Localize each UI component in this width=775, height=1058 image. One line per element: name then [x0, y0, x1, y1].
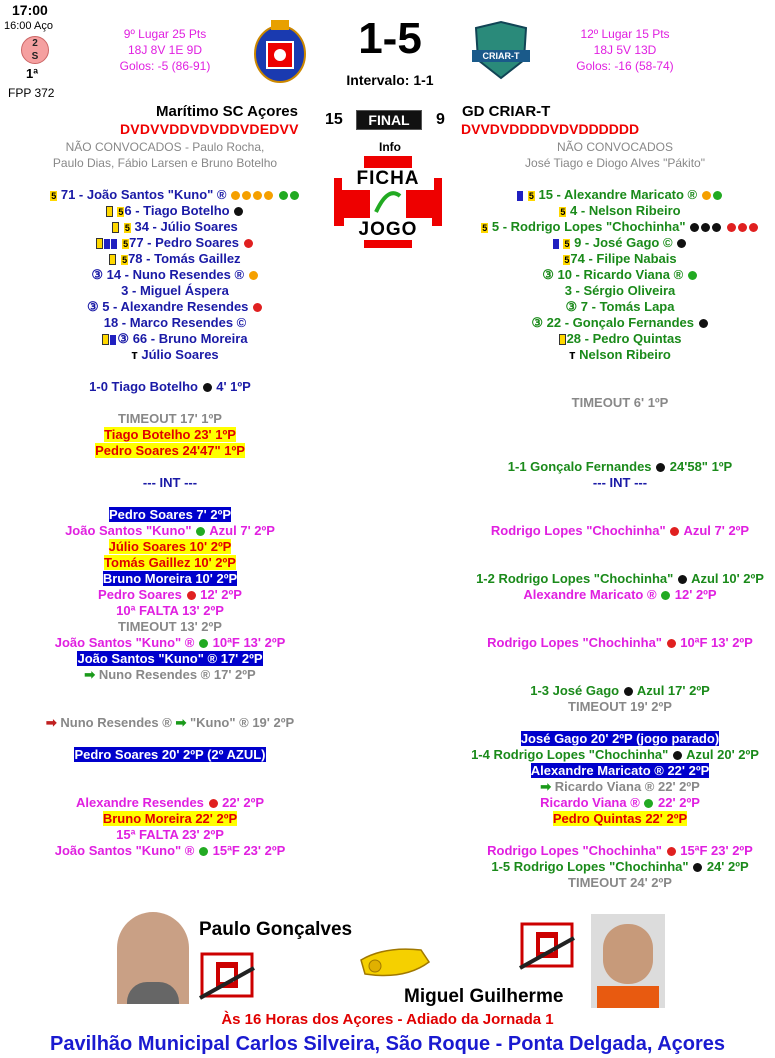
event-foul: Bruno Moreira 22' 2ºP [102, 811, 238, 826]
home-form: DVDVVDDVDVDDVDEDVV [120, 121, 299, 137]
home-crest-icon [253, 18, 307, 84]
lineup-item: 574 - Filipe Nabais [564, 251, 677, 266]
referee2-photo [591, 914, 665, 1008]
lineup-item: 5 4 - Nelson Ribeiro [560, 203, 681, 218]
lineup-item: ③ 5 - Alexandre Resendes [20, 299, 330, 315]
event-foul-count: 10ª FALTA 13' 2ºP [116, 603, 224, 618]
away-crest-icon [468, 20, 534, 82]
sub-in-icon: ➡ [175, 715, 187, 730]
event-blue-card: José Gago 20' 2ºP (jogo parado) [520, 731, 720, 746]
home-record: 18J 8V 1E 9D [127, 43, 203, 57]
event-substitution: ➡ Ricardo Viana ® 22' 2ºP [540, 779, 700, 794]
event-free-kick: João Santos "Kuno" ® 10ªF 13' 2ºP [54, 635, 286, 650]
lineup-item: 3 - Miguel Áspera [121, 283, 229, 298]
venue-name: Pavilhão Municipal Carlos Silveira, São Roque - Ponta Delgada, Açores [50, 1033, 725, 1055]
sub-in-icon: ➡ [84, 667, 96, 682]
event-blue-card: Pedro Soares 7' 2ºP [108, 507, 231, 522]
home-team-name: Marítimo SC Açores [156, 103, 298, 120]
event-free-kick: João Santos "Kuno" ® 15ªF 23' 2ºP [54, 843, 286, 858]
home-fouls: 15 [325, 111, 343, 128]
sub-in-icon: ➡ [540, 779, 552, 794]
whistle-icon [355, 942, 435, 982]
referee2-name: Miguel Guilherme [404, 986, 564, 1007]
info-link[interactable]: Info [379, 140, 401, 154]
lineup-item: 5 71 - João Santos "Kuno" ® [20, 187, 330, 203]
event-free-kick: Rodrigo Lopes "Chochinha" 15ªF 23' 2ºP [487, 843, 753, 858]
event-penalty: Alexandre Resendes 22' 2ºP [76, 795, 264, 810]
away-team-name: GD CRIAR-T [462, 103, 551, 120]
interval-marker: --- INT --- [592, 475, 648, 490]
lineup-item: ③ 14 - Nuno Resendes ® [20, 267, 330, 283]
lineup-item: 18 - Marco Resendes © [103, 315, 247, 330]
event-goal: 1-5 Rodrigo Lopes "Chochinha" 24' 2ºP [491, 859, 749, 874]
home-position: 9º Lugar 25 Pts [123, 27, 207, 41]
referee1-association-crest-icon [196, 948, 258, 1004]
match-time: 17:00 [12, 2, 48, 18]
lineup-item: 28 - Pedro Quintas [455, 331, 775, 347]
event-timeout: TIMEOUT 6' 1ºP [571, 395, 669, 410]
event-foul: Tiago Botelho 23' 1ºP [104, 427, 236, 442]
event-timeout: TIMEOUT 19' 2ºP [568, 699, 672, 714]
event-goal: 1-1 Gonçalo Fernandes 24'58" 1ºP [507, 459, 733, 474]
away-fouls: 9 [436, 111, 445, 128]
away-not-called-title: NÃO CONVOCADOS [556, 140, 673, 154]
away-position: 12º Lugar 15 Pts [580, 27, 670, 41]
event-timeout: TIMEOUT 13' 2ºP [118, 619, 222, 634]
event-goal: 1-0 Tiago Botelho 4' 1ºP [89, 379, 251, 394]
interval-marker: --- INT --- [142, 475, 198, 490]
lineup-item: 5 9 - José Gago © [455, 235, 775, 251]
lineup-item: ③ 10 - Ricardo Viana ® [455, 267, 775, 283]
referee2-association-crest-icon [516, 918, 578, 974]
event-goal: 1-3 José Gago Azul 17' 2ºP [530, 683, 710, 698]
event-foul: Tomás Gaillez 10' 2ºP [104, 555, 236, 570]
lineup-item: 56 - Tiago Botelho [20, 203, 330, 219]
sub-out-icon: ➡ [45, 715, 57, 730]
event-foul: Pedro Soares 24'47" 1ºP [95, 443, 245, 458]
lineup-item: ③ 22 - Gonçalo Fernandes [455, 315, 775, 331]
event-blue-card: João Santos "Kuno" ® 17' 2ºP [77, 651, 263, 666]
home-not-called-names: Paulo Dias, Fábio Larsen e Bruno Botelho [52, 156, 278, 170]
event-foul: Pedro Quintas 22' 2ºP [552, 811, 688, 826]
ficha-label: FICHA [356, 168, 420, 189]
event-penalty: Rodrigo Lopes "Chochinha" Azul 7' 2ºP [490, 523, 750, 538]
lineup-item: ③ 7 - Tomás Lapa [565, 299, 675, 314]
event-blue-card: Bruno Moreira 10' 2ºP [102, 571, 238, 586]
event-penalty: Ricardo Viana ® 22' 2ºP [540, 795, 700, 810]
event-substitution: ➡ Nuno Resendes ® ➡ "Kuno" ® 19' 2ºP [45, 715, 295, 730]
home-goals: Golos: -5 (86-91) [119, 59, 211, 73]
match-schedule-note: Às 16 Horas dos Açores - Adiado da Jornada 1 [221, 1011, 554, 1028]
event-blue-card: Pedro Soares 20' 2ºP (2º AZUL) [74, 747, 266, 762]
final-badge: FINAL [356, 110, 422, 130]
referee1-name: Paulo Gonçalves [199, 919, 353, 940]
event-penalty: Alexandre Maricato ® 12' 2ºP [523, 587, 717, 602]
event-penalty: João Santos "Kuno" Azul 7' 2ºP [65, 523, 275, 538]
lineup-item: 3 - Sérgio Oliveira [564, 283, 676, 298]
fpp-number: FPP 372 [8, 86, 55, 100]
event-foul-count: 15ª FALTA 23' 2ºP [116, 827, 224, 842]
lineup-item: 5 5 - Rodrigo Lopes "Chochinha" [455, 219, 775, 235]
away-not-called-names: José Tiago e Diogo Alves "Pákito" [525, 156, 705, 170]
event-timeout: TIMEOUT 17' 1ºP [118, 411, 222, 426]
event-blue-card: Alexandre Maricato ® 22' 2ºP [530, 763, 710, 778]
referee1-photo [117, 912, 189, 1004]
division-rank: 1ª [26, 66, 39, 81]
lineup-item: 578 - Tomás Gaillez [20, 251, 330, 267]
home-lineup [20, 187, 330, 363]
lineup-item: 5 15 - Alexandre Maricato ® [455, 187, 775, 203]
away-form: DVVDVDDDDVDVDDDDDD [461, 121, 640, 137]
lineup-item: ③ 66 - Bruno Moreira [20, 331, 330, 347]
event-free-kick: Rodrigo Lopes "Chochinha" 10ªF 13' 2ºP [487, 635, 753, 650]
away-lineup [455, 187, 775, 363]
event-foul: Júlio Soares 10' 2ºP [108, 539, 232, 554]
lineup-item: 577 - Pedro Soares [20, 235, 330, 251]
jogo-label: JOGO [358, 219, 418, 240]
home-not-called-title: NÃO CONVOCADOS - Paulo Rocha, [65, 140, 265, 154]
ficha-jogo-logo[interactable] [334, 156, 442, 248]
event-substitution: ➡ Nuno Resendes ® 17' 2ºP [84, 667, 256, 682]
away-crest-text: CRIAR-T [482, 51, 520, 61]
event-penalty: Pedro Soares 12' 2ºP [98, 587, 242, 602]
away-record: 18J 5V 13D [593, 43, 657, 57]
lineup-item: ᴛ Nelson Ribeiro [569, 347, 671, 362]
interval-score: Intervalo: 1-1 [346, 72, 434, 88]
lineup-item: ᴛ Júlio Soares [131, 347, 219, 362]
lineup-item: 5 34 - Júlio Soares [20, 219, 330, 235]
division-badge-icon: 2 S [21, 36, 49, 64]
event-goal: 1-2 Rodrigo Lopes "Chochinha" Azul 10' 2ºP [476, 571, 764, 586]
final-score: 1-5 [358, 14, 422, 63]
away-goals: Golos: -16 (58-74) [576, 59, 674, 73]
event-goal: 1-4 Rodrigo Lopes "Chochinha" Azul 20' 2ºP [471, 747, 759, 762]
event-timeout: TIMEOUT 24' 2ºP [568, 875, 672, 890]
local-time: 16:00 Aço [4, 20, 53, 32]
